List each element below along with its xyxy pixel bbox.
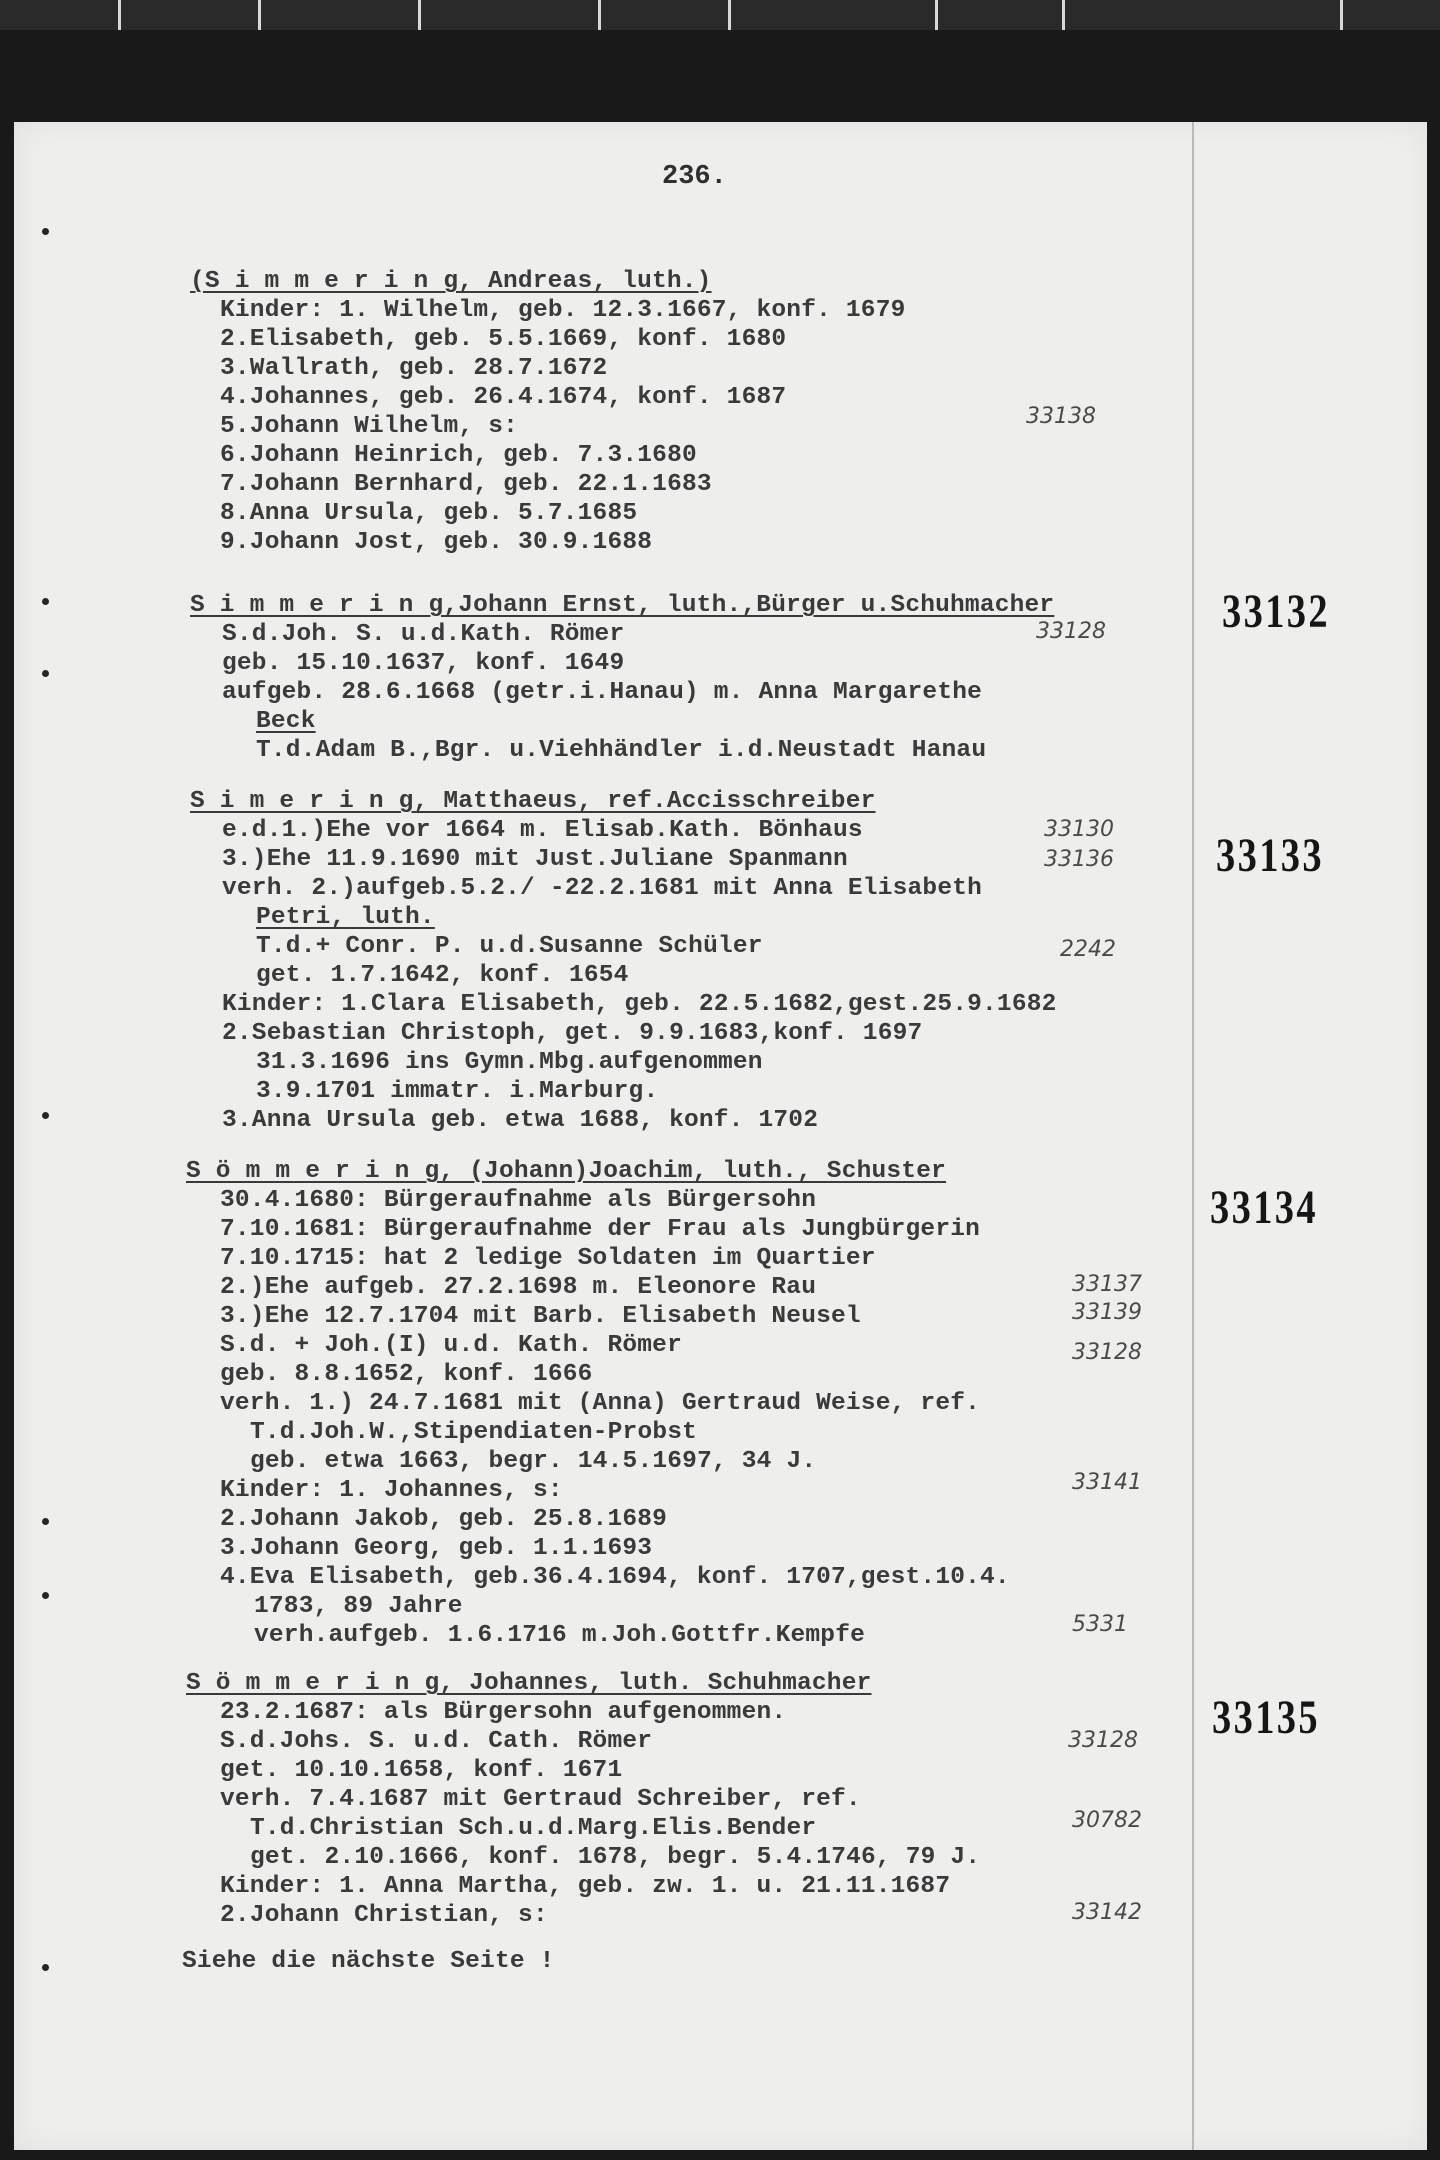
- page-number: 236.: [662, 162, 727, 192]
- record-number-stamp: 33133: [1216, 829, 1324, 882]
- film-tick: [728, 0, 731, 30]
- entry-heading: (S i m m e r i n g, Andreas, luth.): [190, 268, 712, 295]
- handwritten-number: 2242: [1060, 937, 1116, 962]
- punch-hole: [42, 1112, 49, 1119]
- punch-hole: [42, 598, 49, 605]
- punch-hole: [42, 228, 49, 235]
- entry-line: 7.10.1681: Bürgeraufnahme der Frau als Jungbürgerin: [220, 1216, 981, 1243]
- handwritten-number: 33136: [1044, 847, 1114, 872]
- entry-line: aufgeb. 28.6.1668 (getr.i.Hanau) m. Anna Margarethe: [222, 679, 983, 706]
- entry-line: geb. 15.10.1637, konf. 1649: [222, 650, 625, 677]
- entry-line: S.d.Joh. S. u.d.Kath. Römer: [222, 621, 625, 648]
- film-tick: [1340, 0, 1343, 30]
- film-tick: [418, 0, 421, 30]
- handwritten-number: 33137: [1072, 1272, 1142, 1297]
- handwritten-number: 5331: [1072, 1612, 1128, 1637]
- entry-line: 4.Johannes, geb. 26.4.1674, konf. 1687: [220, 384, 787, 411]
- punch-hole: [42, 1592, 49, 1599]
- entry-line: get. 10.10.1658, konf. 1671: [220, 1757, 623, 1784]
- entry-line: get. 1.7.1642, konf. 1654: [256, 962, 629, 989]
- entry-line: verh. 1.) 24.7.1681 mit (Anna) Gertraud Weise, ref.: [220, 1390, 981, 1417]
- index-card-page: [14, 122, 1427, 2150]
- film-tick: [1062, 0, 1065, 30]
- record-number-stamp: 33135: [1212, 1691, 1320, 1744]
- entry-line: 1783, 89 Jahre: [254, 1593, 463, 1620]
- entry-line: 6.Johann Heinrich, geb. 7.3.1680: [220, 442, 697, 469]
- entry-line: Kinder: 1.Clara Elisabeth, geb. 22.5.1682,gest.25.9.1682: [222, 991, 1057, 1018]
- entry-line: T.d.+ Conr. P. u.d.Susanne Schüler: [256, 933, 763, 960]
- entry-line: e.d.1.)Ehe vor 1664 m. Elisab.Kath. Bönhaus: [222, 817, 863, 844]
- entry-line: 3.)Ehe 12.7.1704 mit Barb. Elisabeth Neusel: [220, 1303, 861, 1330]
- punch-hole: [42, 1518, 49, 1525]
- entry-line: verh. 2.)aufgeb.5.2./ -22.2.1681 mit Anna Elisabeth: [222, 875, 983, 902]
- entry-line: Petri, luth.: [256, 904, 435, 931]
- punch-hole: [42, 1964, 49, 1971]
- entry-line: 2.Johann Jakob, geb. 25.8.1689: [220, 1506, 668, 1533]
- entry-line: S.d.Johs. S. u.d. Cath. Römer: [220, 1728, 653, 1755]
- entry-line: 30.4.1680: Bürgeraufnahme als Bürgersohn: [220, 1187, 817, 1214]
- entry-line: 9.Johann Jost, geb. 30.9.1688: [220, 529, 653, 556]
- entry-line: 3.Anna Ursula geb. etwa 1688, konf. 1702: [222, 1107, 819, 1134]
- entry-heading: S i m e r i n g, Matthaeus, ref.Accisschreiber: [190, 788, 876, 815]
- handwritten-number: 30782: [1072, 1808, 1142, 1833]
- entry-heading: S ö m m e r i n g, Johannes, luth. Schuhmacher: [186, 1670, 872, 1697]
- entry-line: Kinder: 1. Anna Martha, geb. zw. 1. u. 21.11.1687: [220, 1873, 951, 1900]
- entry-line: geb. 8.8.1652, konf. 1666: [220, 1361, 593, 1388]
- entry-line: get. 2.10.1666, konf. 1678, begr. 5.4.1746, 79 J.: [250, 1844, 981, 1871]
- entry-line: 3.9.1701 immatr. i.Marburg.: [256, 1078, 659, 1105]
- entry-line: 3.)Ehe 11.9.1690 mit Just.Juliane Spanmann: [222, 846, 848, 873]
- entry-line: Kinder: 1. Johannes, s:: [220, 1477, 563, 1504]
- record-number-stamp: 33134: [1210, 1181, 1318, 1234]
- entry-line: 2.)Ehe aufgeb. 27.2.1698 m. Eleonore Rau: [220, 1274, 817, 1301]
- entry-line: 23.2.1687: als Bürgersohn aufgenommen.: [220, 1699, 787, 1726]
- entry-line: T.d.Christian Sch.u.d.Marg.Elis.Bender: [250, 1815, 817, 1842]
- entry-line: 3.Johann Georg, geb. 1.1.1693: [220, 1535, 653, 1562]
- record-number-stamp: 33132: [1222, 585, 1330, 638]
- entry-line: 5.Johann Wilhelm, s:: [220, 413, 519, 440]
- entry-line: 2.Elisabeth, geb. 5.5.1669, konf. 1680: [220, 326, 787, 353]
- entry-line: 2.Johann Christian, s:: [220, 1902, 548, 1929]
- handwritten-number: 33142: [1072, 1900, 1142, 1925]
- entry-heading: S i m m e r i n g,Johann Ernst, luth.,Bürger u.Schuhmacher: [190, 592, 1055, 619]
- film-strip: [0, 0, 1440, 30]
- entry-line: verh. 7.4.1687 mit Gertraud Schreiber, ref.: [220, 1786, 861, 1813]
- film-tick: [598, 0, 601, 30]
- handwritten-number: 33128: [1072, 1340, 1142, 1365]
- entry-line: verh.aufgeb. 1.6.1716 m.Joh.Gottfr.Kempfe: [254, 1622, 865, 1649]
- entry-line: S.d. + Joh.(I) u.d. Kath. Römer: [220, 1332, 682, 1359]
- entry-line: T.d.Adam B.,Bgr. u.Viehhändler i.d.Neustadt Hanau: [256, 737, 987, 764]
- handwritten-number: 33139: [1072, 1300, 1142, 1325]
- handwritten-number: 33141: [1072, 1470, 1142, 1495]
- handwritten-number: 33130: [1044, 817, 1114, 842]
- entry-line: T.d.Joh.W.,Stipendiaten-Probst: [250, 1419, 698, 1446]
- film-tick: [118, 0, 121, 30]
- entry-line: geb. etwa 1663, begr. 14.5.1697, 34 J.: [250, 1448, 817, 1475]
- entry-line: 8.Anna Ursula, geb. 5.7.1685: [220, 500, 638, 527]
- continuation-note: Siehe die nächste Seite !: [182, 1948, 555, 1975]
- entry-line: 7.Johann Bernhard, geb. 22.1.1683: [220, 471, 712, 498]
- entry-line: Beck: [256, 708, 316, 735]
- handwritten-number: 33128: [1036, 619, 1106, 644]
- margin-rule: [1192, 122, 1194, 2150]
- entry-line: 4.Eva Elisabeth, geb.36.4.1694, konf. 1707,gest.10.4.: [220, 1564, 1010, 1591]
- film-tick: [935, 0, 938, 30]
- entry-line: 7.10.1715: hat 2 ledige Soldaten im Quartier: [220, 1245, 876, 1272]
- entry-line: Kinder: 1. Wilhelm, geb. 12.3.1667, konf. 1679: [220, 297, 906, 324]
- entry-heading: S ö m m e r i n g, (Johann)Joachim, luth., Schuster: [186, 1158, 947, 1185]
- film-tick: [258, 0, 261, 30]
- punch-hole: [42, 670, 49, 677]
- entry-line: 3.Wallrath, geb. 28.7.1672: [220, 355, 608, 382]
- entry-line: 2.Sebastian Christoph, get. 9.9.1683,konf. 1697: [222, 1020, 923, 1047]
- handwritten-number: 33128: [1068, 1728, 1138, 1753]
- entry-line: 31.3.1696 ins Gymn.Mbg.aufgenommen: [256, 1049, 763, 1076]
- handwritten-number: 33138: [1026, 404, 1096, 429]
